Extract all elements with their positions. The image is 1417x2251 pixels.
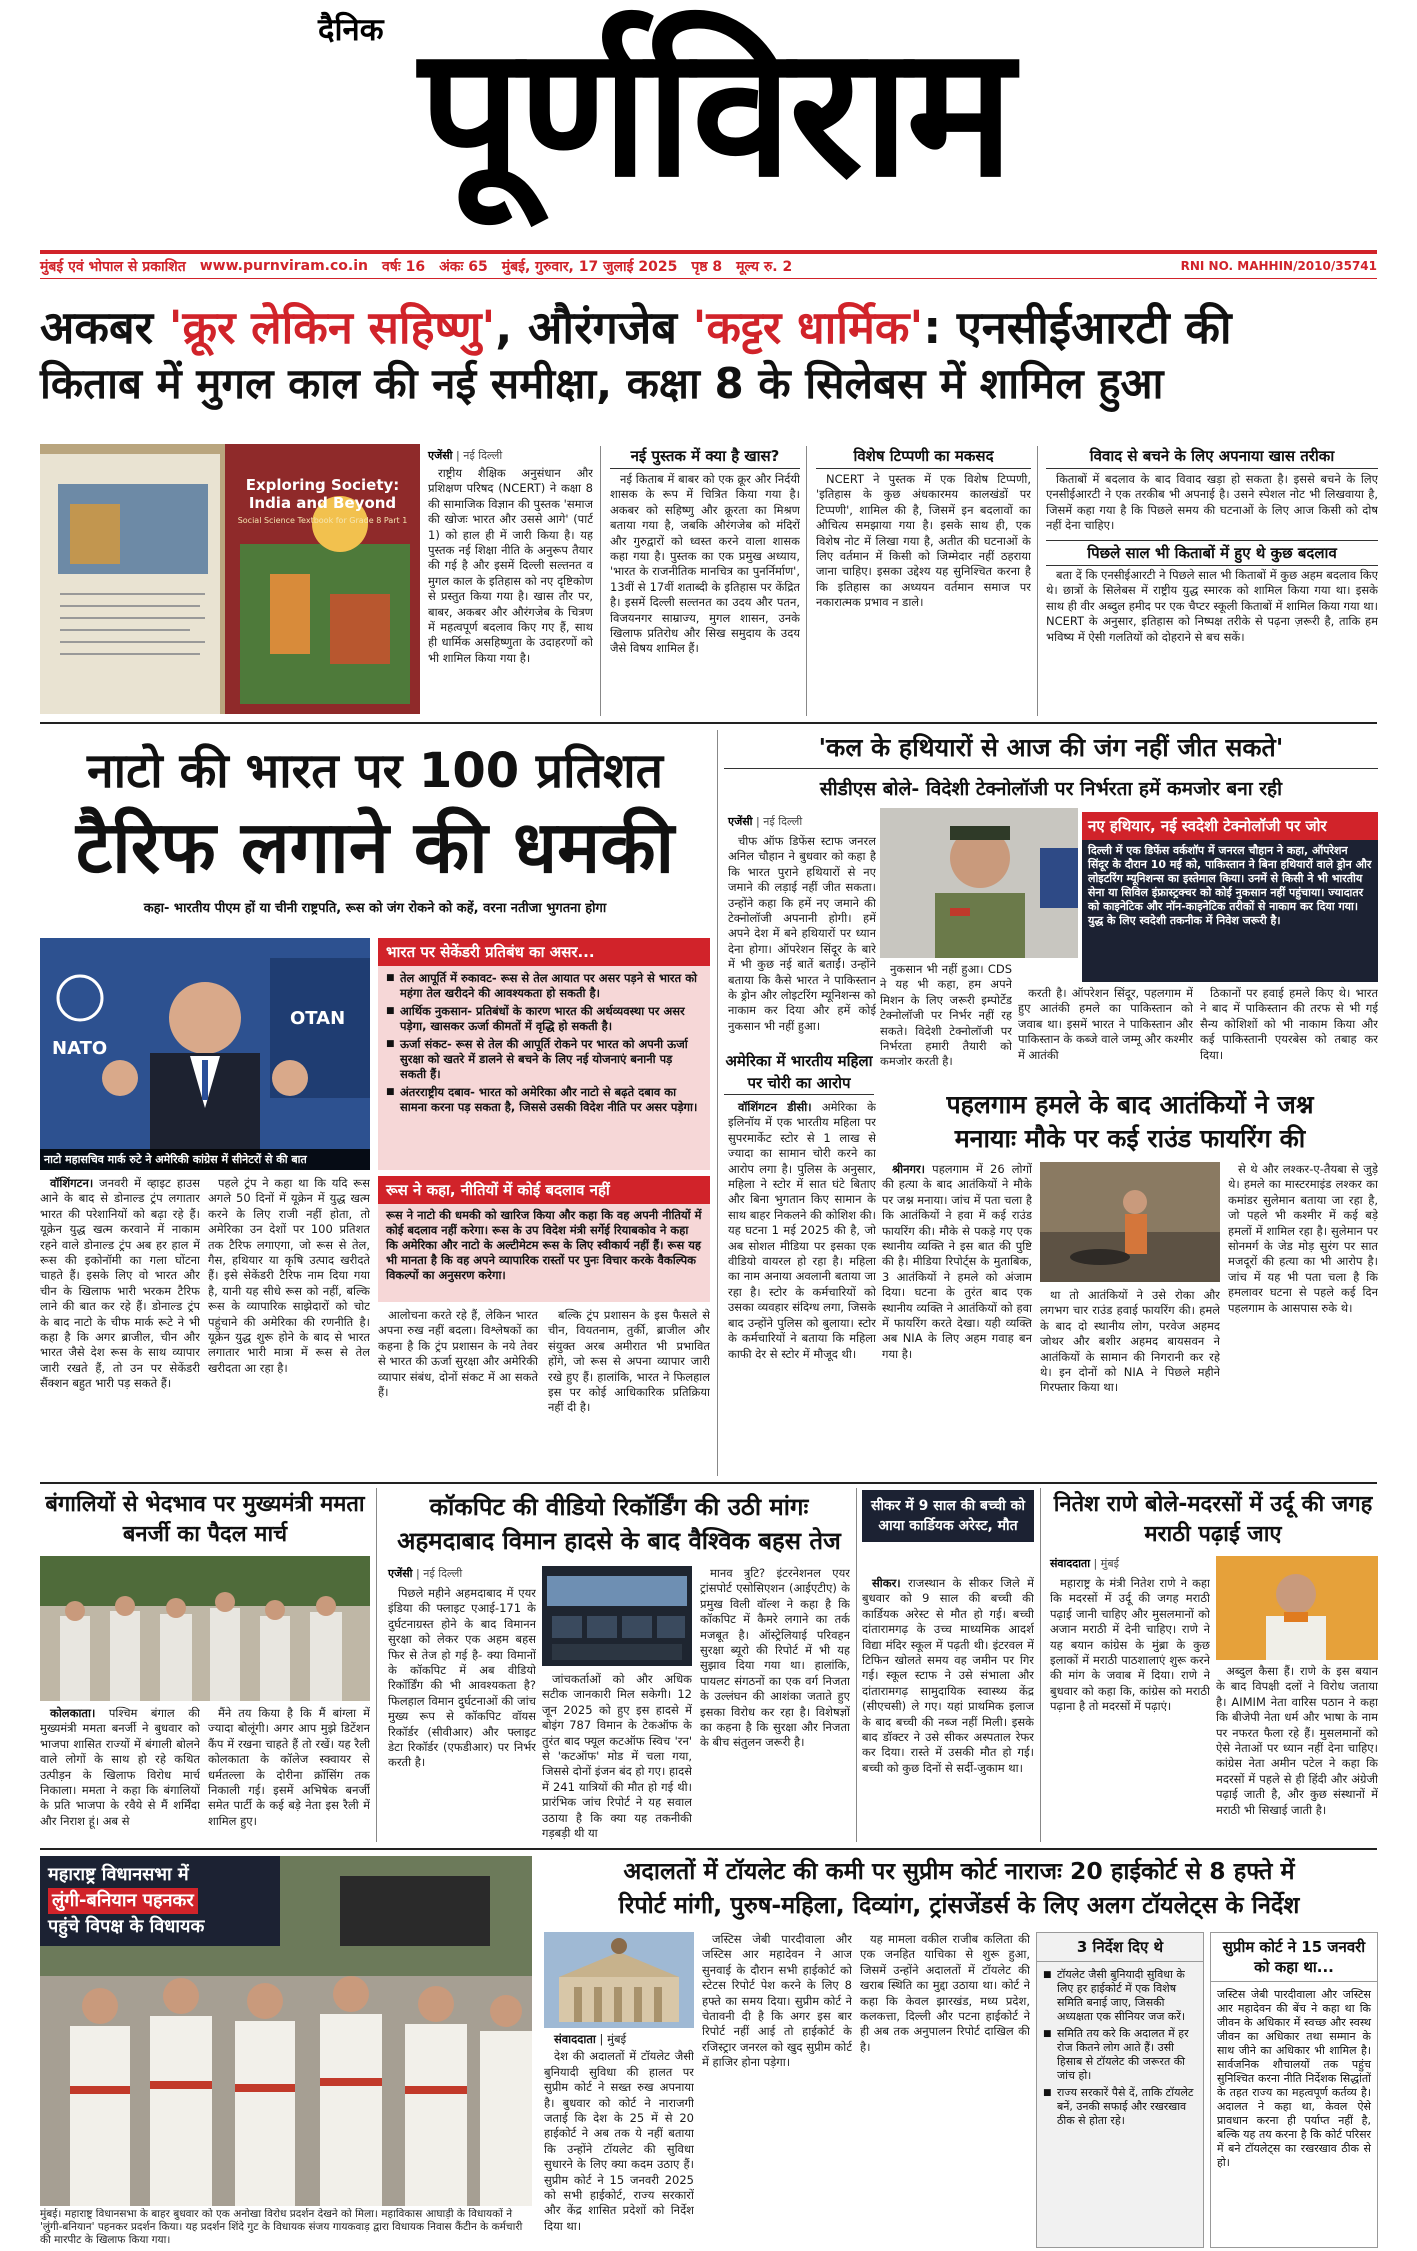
- court-direction-item: ■ टॉयलेट जैसी बुनियादी सुविधा के लिए हर हाईकोर्ट में एक विशेष समिति बनाई जाए, जिसकी अध्यक्षता एक सीनियर जज करें।: [1043, 1968, 1197, 2024]
- court-column-1: संवाददाता | मुंबई देश की अदालतों में टॉयलेट जैसी बुनियादी सुविधा की हालत पर सुप्रीम कोर्ट ने सख्त रुख अपनाया है। बुधवार को कोर्ट ने नाराजगी जताई कि देश के 25 में से 20 हाईकोर्ट ने अब तक ये नहीं बताया कि उन्होंने टॉयलेट की सुविधा सुधारने के लिए क्या कदम उठाए हैं। सुप्रीम कोर्ट ने 15 जनवरी 2025 को सभी हाईकोर्ट, राज्य सरकारों और केंद्र शासित प्रदेशों को निर्देश दिया था।: [544, 2032, 694, 2233]
- dateline: मुंबई, गुरुवार, 17 जुलाई 2025: [501, 258, 678, 275]
- russia-box-text: रूस ने नाटो की धमकी को खारिज किया और कहा कि वह अपनी नीतियों में कोई बदलाव नहीं करेगा। रूस के उप विदेश मंत्री सर्गेई रियाबकोव ने कहा कि अमेरिका और नाटो के अल्टीमेटम रूस के लिए स्वीकार्य नहीं हैं। रूस यह भी मानता है कि वह अपने व्यापारिक रास्तों पर पुनः विचार करके वैकल्पिक विकल्पों का अनुसरण करेगा।: [386, 1208, 702, 1282]
- cockpit-column-1: पिछले महीने अहमदाबाद में एयर इंडिया की फ्लाइट एआई-171 के दुर्घटनाग्रस्त होने के बाद विमानन सुरक्षा को लेकर एक अहम बहस फिर से तेज हो गई है- क्या विमानों के कॉकपिट में अब वीडियो रिकॉर्डिंग की भी आवश्यकता है? फिलहाल विमान दुर्घटनाओं की जांच मुख्य रूप से कॉकपिट वॉयस रिकॉर्डर (सीवीआर) और फ्लाइट डेटा रिकॉर्डर (एफडीआर) पर निर्भर करती है।: [388, 1586, 536, 1770]
- russia-box-title: रूस ने कहा, नीतियों में कोई बदलाव नहीं: [378, 1176, 710, 1204]
- sanctions-box-title: भारत पर सेकेंडरी प्रतिबंध का असर...: [378, 938, 710, 966]
- vidhansabha-caption: मुंबई। महाराष्ट्र विधानसभा के बाहर बुधवार को एक अनोखा विरोध प्रदर्शन देखने को मिला। महाविकास आघाड़ी के विधायकों ने 'लुंगी-बनियान' पहनकर प्रदर्शन किया। यह प्रदर्शन शिंदे गुट के विधायक संजय गायकवाड़ द्वारा विधायक निवास कैंटीन के कर्मचारी की मारपीट के खिलाफ किया गया।: [40, 2208, 523, 2246]
- nato-headline-line1: नाटो की भारत पर 100 प्रतिशत: [87, 743, 663, 799]
- sanctions-item: ■ तेल आपूर्ति में रुकावट- रूस से तेल आयात पर असर पड़ने से भारत को महंगा तेल खरीदने की आवश्यकता हो सकती है।: [386, 971, 702, 1001]
- nato-column-1: वॉशिंगटन। जनवरी में व्हाइट हाउस आने के बाद से डोनाल्ड ट्रंप लगातार भारत की परेशानियों को बढ़ा रहे हैं। यूक्रेन युद्ध खत्म करवाने में नाकाम रहने वाले डोनाल्ड ट्रंप अब हर हाल में रूस की इकोनॉमी का गला घोंटना चाहते हैं। इसके लिए वो भारत और चीन के खिलाफ भारी भरकम टैरिफ लाने की बात कर रहे हैं। डोनाल्ड ट्रंप के बाद नाटो के चीफ मार्क रूटे ने भी कहा है कि अगर ब्राजील, चीन और भारत जैसे देश रूस के साथ व्यापार जारी रखते हैं, तो उन पर सेकेंडरी सैंक्शन बहुत भारी पड़ सकते हैं।: [40, 1176, 200, 1391]
- pahalgam-column-1: श्रीनगर। पहलगाम में 26 लोगों की हत्या के बाद आतंकियों ने मौके पर जश्न मनाया। जांच में पता चला है कि आतंकियों ने हवा में कई राउंड फायरिंग की। मौके से पकड़े गए एक स्थानीय व्यक्ति ने इस बात की पुष्टि की है। मीडिया रिपोर्ट्स के मुताबिक, 3 आतंकियों ने हमले को अंजाम दिया। घटना के तुरंत बाद एक स्थानीय व्यक्ति ने आतंकियों को हवा में फायरिंग करते देखा। यही व्यक्ति अब NIA के लिए अहम गवाह बन गया है।: [882, 1162, 1032, 1361]
- rni-number: RNI NO. MAHHIN/2010/35741: [1180, 259, 1377, 273]
- mamata-column-1: कोलकाता। पश्चिम बंगाल की मुख्यमंत्री ममता बनर्जी ने बुधवार को भाजपा शासित राज्यों में बंगाली बोलने वाले लोगों के साथ हो रहे कथित उत्पीड़न के खिलाफ विरोध मार्च निकाला। ममता ने कहा कि बंगालियों के प्रति भाजपा के रवैये से मैं शर्मिंदा और निराश हूं। अब से: [40, 1706, 200, 1828]
- america-column: वॉशिंगटन डीसी। अमेरिका के इलिनॉय में एक भारतीय महिला पर सुपरमार्केट स्टोर से 1 लाख से ज्यादा का सामान चोरी करने का आरोप लगा है। पुलिस के अनुसार, महिला ने स्टोर में सात घंटे बिताए और बिना भुगतान किए सामान के साथ बाहर निकलने की कोशिश की। यह घटना 1 मई 2025 की है, जो अब सोशल मीडिया पर इसका एक वीडियो वायरल हो रहा है। महिला का नाम अनाया अवलानी बताया जा रहा है। स्टोर के कर्मचारियों को उसका व्यवहार संदिग्ध लगा, जिसके बाद उन्होंने पुलिस को बुलाया। स्टोर के कर्मचारियों ने बताया कि महिला काफी देर से स्टोर में मौजूद थी।: [728, 1100, 876, 1361]
- cds-byline: एजेंसी | नई दिल्ली: [728, 815, 803, 828]
- sanctions-item: ■ अंतरराष्ट्रीय दबाव- भारत को अमेरिका और नाटो से बढ़ते दबाव का सामना करना पड़ सकता है, जिससे उसकी विदेश नीति पर असर पड़ेगा।: [386, 1085, 702, 1115]
- court-photo: [544, 1932, 694, 2028]
- book-subtitle: Social Science Textbook for Grade 8 Part 1: [237, 516, 408, 525]
- sanctions-item: ■ आर्थिक नुकसान- प्रतिबंधों के कारण भारत की अर्थव्यवस्था पर असर पड़ेगा, खासकर ऊर्जा कीमतों में वृद्धि हो सकती है।: [386, 1004, 702, 1034]
- lead-byline: एजेंसी | नई दिल्ली: [428, 449, 503, 462]
- cds-box-text: दिल्ली में एक डिफेंस वर्कशॉप में जनरल चौहान ने कहा, ऑपरेशन सिंदूर के दौरान 10 मई को, पाकिस्तान ने बिना हथियारों वाले ड्रोन और लोइटरिंग म्यूनिशन्स का इस्तेमाल किया। उनमें से किसी ने भी भारतीय सेना या सिविल इंफ्रास्ट्रक्चर को कोई नुकसान नहीं पहुंचाया। ज्यादातर को काइनेटिक और नॉन-काइनेटिक तरीकों से नाकाम कर दिया गया। युद्ध के लिए स्वदेशी तकनीक में निवेश जरूरी है।: [1088, 844, 1372, 927]
- lead-sub-new-book: नई पुस्तक में क्या है खास?: [610, 446, 800, 469]
- nato-sign-1: NATO: [52, 1038, 108, 1059]
- cds-column-1: चीफ ऑफ डिफेंस स्टाफ जनरल अनिल चौहान ने बुधवार को कहा है कि भारत पुराने हथियारों से नए जमाने की लड़ाई नहीं जीत सकता। उन्होंने कहा कि हमें नए जमाने की टेक्नोलॉजी अपनानी होगी। हमें अपने देश में बने हथियारों पर ध्यान देना होगा। ऑपरेशन सिंदूर के बारे में भी कुछ नई बातें बताईं। उन्होंने बताया कि कैसे भारत ने पाकिस्तान के ड्रोन और लोइटरिंग म्यूनिशन्स को नाकाम कर दिया और हमें कोई नुकसान भी नहीं हुआ।: [728, 834, 876, 1033]
- court-headline: अदालतों में टॉयलेट की कमी पर सुप्रीम कोर्ट नाराजः 20 हाईकोर्ट से 8 हफ्ते में रिपोर्ट मांगी, पुरुष-महिला, दिव्यांग, ट्रांसजेंडर्स के लिए अलग टॉयलेट्स के निर्देश: [618, 1857, 1300, 1919]
- cds-column-4: ठिकानों पर हवाई हमले किए थे। भारत ने बाद में पाकिस्तान की तरफ से भी गई सैन्य कोशिशों को भी नाकाम किया और कई पाकिस्तानी एयरबेस को तबाह कर दिया।: [1200, 986, 1378, 1062]
- sanctions-item: ■ ऊर्जा संकट- रूस से तेल की आपूर्ति रोकने पर भारत को अपनी ऊर्जा सुरक्षा को खतरे में डालने से बचने के लिए नई योजनाएं बनानी पड़ सकती हैं।: [386, 1037, 702, 1082]
- russia-box: [378, 1176, 710, 1302]
- nato-headline: [40, 740, 710, 892]
- court-january-title: सुप्रीम कोर्ट ने 15 जनवरी को कहा था...: [1211, 1933, 1377, 1982]
- pahalgam-photo: [1040, 1162, 1220, 1282]
- masthead-title: पूर्णविराम: [419, 8, 1011, 217]
- sikar-column: सीकर। राजस्थान के सीकर जिले में बुधवार को 9 साल की बच्ची की कार्डियक अरेस्ट से मौत हो गई। बच्ची दांतारामगढ़ के उच्च माध्यमिक आदर्श विद्या मंदिर स्कूल में पढ़ती थी। इंटरवल में टिफिन खोलते समय वह जमीन पर गिर गई। स्कूल स्टाफ ने उसे संभाला और दांतारामगढ़ सामुदायिक स्वास्थ्य केंद्र (सीएचसी) ले गए। यहां प्राथमिक इलाज के बाद बच्ची की नब्ज नहीं मिली। इसके बाद डॉक्टर ने उसे सीकर अस्पताल रेफर कर दिया। रास्ते में उसकी मौत हो गई। बच्ची को कुछ दिनों से सर्दी-जुकाम था।: [862, 1576, 1034, 1775]
- sanctions-box: [378, 938, 710, 1170]
- cds-general-image: [880, 808, 1078, 958]
- mamata-headline: बंगालियों से भेदभाव पर मुख्यमंत्री ममता बनर्जी का पैदल मार्च: [45, 1492, 365, 1547]
- cockpit-column-3: मानव त्रुटि? इंटरनेशनल एयर ट्रांसपोर्ट एसोसिएशन (आईएटीए) के प्रमुख विली वॉल्श ने कहा है कि कॉकपिट में कैमरे लगाने का तर्क मजबूत है। ऑस्ट्रेलियाई परिवहन सुरक्षा ब्यूरो की रिपोर्ट में भी यह सुझाव दिया गया था। हालांकि, पायलट संगठनों का एक वर्ग निजता के उल्लंघन की आशंका जताते हुए इसका विरोध कर रहा है। विशेषज्ञों का कहना है कि सुरक्षा और निजता के बीच संतुलन जरूरी है।: [700, 1566, 850, 1750]
- lead-headline: [40, 300, 1380, 412]
- nitesh-rane-image: [1216, 1556, 1378, 1660]
- nitesh-photo: [1216, 1556, 1378, 1660]
- year-number: वर्षः 16: [382, 258, 426, 275]
- nato-photo: [40, 938, 370, 1170]
- cds-box: [1082, 812, 1378, 982]
- masthead: [0, 0, 1417, 245]
- court-january-text: जस्टिस जेबी पारदीवाला और जस्टिस आर महादेवन की बेंच ने कहा था कि जीवन के अधिकार में स्वच्छ और स्वस्थ जीवन का अधिकार तथा सम्मान के साथ जीने का अधिकार भी शामिल है। सार्वजनिक शौचालयों तक पहुंच सुनिश्चित करना नीति निर्देशक सिद्धांतों के तहत राज्य का महत्वपूर्ण कर्तव्य है। अदालत ने कहा था, केवल ऐसे प्रावधान करना ही पर्याप्त नहीं है, बल्कि यह तय करना है कि कोर्ट परिसर में बने टॉयलेट्स का रखरखाव ठीक से हो।: [1217, 1988, 1371, 2169]
- book-title: Exploring Society: India and Beyond: [245, 476, 400, 512]
- lead-quote-aurangzeb: 'कट्टर धार्मिक': [692, 301, 924, 354]
- mamata-photo: [40, 1556, 370, 1701]
- nitesh-column-1: महाराष्ट्र के मंत्री नितेश राणे ने कहा कि मदरसों में उर्दू की जगह मराठी पढ़ाई जानी चाहिए और मुसलमानों को अजान मराठी में देनी चाहिए। राणे ने यह बयान कांग्रेस के मुंब्रा के कुछ इलाकों में मराठी पाठशालाएं शुरू करने की मांग के जवाब में दिया। राणे ने बुधवार को कहा कि, कांग्रेस को मराठी पढ़ाना है तो मदरसों में पढ़ाएं।: [1050, 1576, 1210, 1714]
- nitesh-byline: संवाददाता | मुंबई: [1050, 1557, 1120, 1570]
- court-directions-title: 3 निर्देश दिए थे: [1037, 1933, 1203, 1962]
- lead-sub-last-year: पिछले साल भी किताबों में हुए थे कुछ बदलाव: [1046, 540, 1378, 566]
- lead-column-4a: किताबों में बदलाव के बाद विवाद खड़ा हो सकता है। इससे बचने के लिए एनसीईआरटी ने एक तरकीब भी अपनाई है। उसने स्पेशल नोट भी लिखवाया है, जिसमें कहा गया है कि पिछले समय की घटनाओं के लिए आज किसी को दोष नहीं देना चाहिए।: [1046, 472, 1378, 533]
- america-headline: अमेरिका में भारतीय महिला पर चोरी का आरोप: [724, 1050, 874, 1095]
- lead-quote-akbar: 'क्रूर लेकिन सहिष्णु': [168, 301, 496, 354]
- nitesh-column-2: अब्दुल कैसा हैं। राणे के इस बयान के बाद विपक्षी दलों ने विरोध जताया है। AIMIM नेता वारिस पठान ने कहा कि बीजेपी नेता धर्म और भाषा के नाम पर नफरत फैला रहे हैं। मुसलमानों को ऐसे नेताओं पर ध्यान नहीं देना चाहिए। कांग्रेस नेता अमीन पटेल ने कहा कि मदरसों में पहले से ही हिंदी और अंग्रेजी पढ़ाई जाती है, और कुछ संस्थानों में मराठी भी सिखाई जाती है।: [1216, 1664, 1378, 1817]
- sikar-headline-box: [862, 1490, 1034, 1542]
- lead-column-4b: बता दें कि एनसीईआरटी ने पिछले साल भी किताबों में कुछ अहम बदलाव किए थे। छात्रों के सिलेबस में राष्ट्रीय युद्ध स्मारक को शामिल किया गया था। इसके साथ ही वीर अब्दुल हमीद पर एक चैप्टर स्कूली किताबों में शामिल किया गया था। NCERT के अनुसार, इतिहास को निष्पक्ष तरीके से पढ़ना ज़रूरी है, ताकि हम भविष्य में ऐसी गलतियों को दोहराने से बच सकें।: [1046, 568, 1378, 644]
- sikar-headline: सीकर में 9 साल की बच्ची को आया कार्डियक अरेस्ट, मौत: [870, 1498, 1026, 1534]
- court-column-2: जस्टिस जेबी पारदीवाला और जस्टिस आर महादेवन ने आज सुनवाई के दौरान सभी हाईकोर्ट को स्टेटस रिपोर्ट पेश करने के लिए 8 हफ्ते का समय दिया। सुप्रीम कोर्ट ने चेतावनी दी है कि अगर इस बार रिपोर्ट नहीं आई तो हाईकोर्ट के रजिस्ट्रार जनरल को खुद सुप्रीम कोर्ट में हाजिर होना पड़ेगा।: [702, 1932, 852, 2070]
- nato-column-4: बल्कि ट्रंप प्रशासन के इस फैसले से चीन, वियतनाम, तुर्की, ब्राजील और संयुक्त अरब अमीरात भी प्रभावित होंगे, जो रूस से अपना व्यापार जारी रखे हुए हैं। हालांकि, भारत ने फिलहाल इस पर कोई आधिकारिक प्रतिक्रिया नहीं दी है।: [548, 1308, 710, 1415]
- nato-subhead: कहा- भारतीय पीएम हों या चीनी राष्ट्रपति, रूस को जंग रोकने को कहें, वरना नतीजा भुगतना होगा: [143, 901, 607, 916]
- cockpit-headline: कॉकपिट की वीडियो रिकॉर्डिंग की उठी मांगः अहमदाबाद विमान हादसे के बाद वैश्विक बहस तेज: [397, 1493, 841, 1555]
- website-link[interactable]: www.purnviram.co.in: [199, 258, 369, 274]
- nato-column-3: आलोचना करते रहे हैं, लेकिन भारत अपना रुख नहीं बदला। विश्लेषकों का कहना है कि ट्रंप प्रशासन के नये तेवर से भारत की ऊर्जा सुरक्षा और अमेरिकी व्यापार संबंध, दोनों संकट में आ सकते हैं।: [378, 1308, 538, 1400]
- pahalgam-column-3: से थे और लश्कर-ए-तैयबा से जुड़े थे। हमले का मास्टरमाइंड लश्कर का कमांडर सुलेमान बताया जा रहा है, जो पहले भी कश्मीर में कई बड़े हमलों में शामिल रहा है। सुलेमान पर सोनमर्ग के जेड मोड़ सुरंग पर सात मजदूरों की हत्या का भी आरोप है। जांच में यह भी पता चला है कि हमलावर घटना से पहले कई दिन पहलगाम के आसपास रुके थे।: [1228, 1162, 1378, 1315]
- pahalgam-headline: पहलगाम हमले के बाद आतंकियों ने जश्न मनायाः मौके पर कई राउंड फायरिंग की: [946, 1090, 1314, 1153]
- cds-column-2: नुकसान भी नहीं हुआ। CDS ने यह भी कहा, हम अपने मिशन के लिए जरूरी इम्पोर्टेड टेक्नोलॉजी पर निर्भर नहीं रह सकते। विदेशी टेक्नोलॉजी पर निर्भरता हमारी तैयारी को कमजोर करती है।: [880, 962, 1012, 1069]
- masthead-info-bar: [40, 250, 1377, 279]
- cds-photo: [880, 808, 1078, 958]
- court-column-3: यह मामला वकील राजीब कलिता की एक जनहित याचिका से शुरू हुआ, जिसमें उन्होंने अदालतों में टॉयलेट की खराब स्थिति का मुद्दा उठाया था। कोर्ट ने कहा कि केवल झारखंड, मध्य प्रदेश, कलकत्ता, दिल्ली और पटना हाईकोर्ट ने ही अब तक अनुपालन रिपोर्ट दाखिल की है।: [860, 1932, 1030, 2054]
- lead-column-2: नई किताब में बाबर को एक क्रूर और निर्दयी शासक के रूप में चित्रित किया गया है। अकबर को सहिष्णु और क्रूरता का मिश्रण बताया गया है, जबकि औरंगजेब को मंदिरों और गुरुद्वारों को ध्वस्त करने वाला शासक कहा गया है। पुस्तक का एक प्रमुख अध्याय, 'भारत के राजनीतिक मानचित्र का पुनर्निर्माण', 13वीं से 17वीं शताब्दी के इतिहास पर केंद्रित है। इसमें दिल्ली सल्तनत का उदय और पतन, विजयनगर साम्राज्य, मुगल शासन, उनके खिलाफ प्रतिरोध और सिख समुदाय के उदय जैसे विषय शामिल हैं।: [610, 472, 800, 656]
- pahalgam-scene-image: [1040, 1162, 1220, 1282]
- mamata-rally-image: [40, 1556, 370, 1701]
- issue-number: अंकः 65: [439, 258, 488, 275]
- court-directions-box: [1036, 1932, 1204, 2248]
- cockpit-photo: [542, 1566, 692, 1666]
- page-count: पृष्ठ 8: [691, 258, 723, 275]
- lead-sub-controversy: विवाद से बचने के लिए अपनाया खास तरीका: [1046, 446, 1378, 469]
- court-january-box: [1210, 1932, 1378, 2248]
- pahalgam-column-2: था तो आतंकियों ने उसे रोका और लगभग चार राउंड हवाई फायरिंग की। हमले के बाद दो स्थानीय लोग, परवेज अहमद जोथर और बशीर अहमद बायसवन ने आतंकियों के सामान की निगरानी कर रहे थे। इन दोनों को NIA ने पिछले महीने गिरफ्तार किया था।: [1040, 1288, 1220, 1395]
- lead-column-1: राष्ट्रीय शैक्षिक अनुसंधान और प्रशिक्षण परिषद (NCERT) ने कक्षा 8 की सामाजिक विज्ञान की पुस्तक 'समाज की खोजः भारत और उससे आगे' (पार्ट 1) को हाल ही में जारी किया है। यह पुस्तक नई शिक्षा नीति के अनुरूप तैयार की गई है और इसमें दिल्ली सल्तनत व मुगल काल के इतिहास को नए दृष्टिकोण से प्रस्तुत किया गया है। खास तौर पर, बाबर, अकबर और औरंगजेब के चित्रण में महत्वपूर्ण बदलाव किए गए हैं, साथ ही धार्मिक असहिष्णुता के उदाहरणों को भी शामिल किया गया है।: [428, 466, 593, 665]
- cds-column-3: करती है। ऑपरेशन सिंदूर, पहलगाम में हुए आतंकी हमले का पाकिस्तान को जवाब था। इसमें भारत ने पाकिस्तान और पाकिस्तान के कब्जे वाले जम्मू और कश्मीर में आतंकी: [1018, 986, 1193, 1062]
- nato-dateline: वॉशिंगटन।: [50, 1176, 94, 1190]
- vidhansabha-photo: [40, 1856, 532, 2206]
- published-from: मुंबई एवं भोपाल से प्रकाशित: [40, 258, 186, 275]
- nitesh-headline: नितेश राणे बोले-मदरसों में उर्दू की जगह मराठी पढ़ाई जाए: [1053, 1492, 1373, 1547]
- lead-sub-special-note: विशेष टिप्पणी का मकसद: [816, 446, 1031, 469]
- cockpit-image: [542, 1566, 692, 1666]
- cds-box-title: नए हथियार, नई स्वदेशी टेक्नोलॉजी पर जोर: [1082, 812, 1378, 840]
- price: मूल्य रु. 2: [736, 258, 793, 275]
- nato-headline-line2: टैरिफ लगाने की धमकी: [75, 805, 675, 889]
- cds-subhead: सीडीएस बोले- विदेशी टेक्नोलॉजी पर निर्भरता हमें कमजोर बना रही: [819, 778, 1283, 800]
- court-direction-item: ■ समिति तय करे कि अदालत में हर रोज कितने लोग आते हैं। उसी हिसाब से टॉयलेट की जरूरत की जांच हो।: [1043, 2027, 1197, 2083]
- sanctions-list: [378, 966, 710, 1123]
- court-directions-list: [1037, 1962, 1203, 2137]
- nato-sign-2: OTAN: [290, 1008, 346, 1029]
- nato-photo-caption: नाटो महासचिव मार्क रुटे ने अमेरिकी कांग्रेस में सीनेटरों से की बात: [40, 1149, 370, 1170]
- lead-column-3: NCERT ने पुस्तक में एक विशेष टिप्पणी, 'इतिहास के कुछ अंधकारमय कालखंडों पर टिप्पणी', शामिल की है, जिसमें इन बदलावों का औचित्य समझाया गया है। इसके साथ ही, एक विशेष नोट में लिखा गया है, अतीत की घटनाओं के लिए वर्तमान में किसी को जिम्मेदार नहीं ठहराया जाना चाहिए। इसका उद्देश्य यह सुनिश्चित करना है कि इतिहास का अध्ययन वर्तमान समाज पर नकारात्मक प्रभाव न डाले।: [816, 472, 1031, 610]
- court-direction-item: ■ राज्य सरकारें पैसे दें, ताकि टॉयलेट बनें, उनकी सफाई और रखरखाव ठीक से होता रहे।: [1043, 2086, 1197, 2128]
- masthead-prefix: दैनिक: [318, 12, 384, 48]
- ncert-book-photo: [40, 444, 420, 714]
- supreme-court-image: [544, 1932, 694, 2028]
- cockpit-column-2: जांचकर्ताओं को और अधिक सटीक जानकारी मिल सकेगी। 12 जून 2025 को हुए इस हादसे में बोइंग 787 विमान के टेकऑफ के तुरंत बाद फ्यूल कटऑफ स्विच 'रन' से 'कटऑफ' मोड में चला गया, जिससे दोनों इंजन बंद हो गए। हादसे में 241 यात्रियों की मौत हो गई थी। प्रारंभिक जांच रिपोर्ट ने यह सवाल उठाया है कि क्या यह तकनीकी गड़बड़ी थी या: [542, 1672, 692, 1841]
- lead-headline-line1: अकबर 'क्रूर लेकिन सहिष्णु', औरंगजेब 'कट्टर धार्मिक': एनसीईआरटी की: [40, 301, 1232, 354]
- lead-headline-line2: किताब में मुगल काल की नई समीक्षा, कक्षा 8 के सिलेबस में शामिल हुआ: [40, 359, 1164, 408]
- vidhansabha-label: महाराष्ट्र विधानसभा में लुंगी-बनियान पहनकर पहुंचे विपक्ष के विधायक: [40, 1856, 280, 1946]
- cds-headline: 'कल के हथियारों से आज की जंग नहीं जीत सकते': [724, 730, 1378, 769]
- mamata-column-2: मैंने तय किया है कि मैं बांग्ला में ज्यादा बोलूंगी। अगर आप मुझे डिटेंशन कैंप में रखना चाहते हैं तो रखें। यह रैली कोलकाता के कॉलेज स्क्वायर से धर्मतल्ला के दोरीना क्रॉसिंग तक निकाली गई। इसमें अभिषेक बनर्जी समेत पार्टी के कई बड़े नेता इस रैली में शामिल हुए।: [208, 1706, 370, 1828]
- cockpit-byline: एजेंसी | नई दिल्ली: [388, 1567, 463, 1580]
- nato-column-2: पहले ट्रंप ने कहा था कि यदि रूस अगले 50 दिनों में यूक्रेन में युद्ध खत्म करने के लिए राजी नहीं होता, तो अमेरिका उन देशों पर 100 प्रतिशत तक टैरिफ लगाएगा, जो रूस से तेल, गैस, हथियार या कृषि उत्पाद खरीदते हैं। इसे सेकेंडरी टैरिफ नाम दिया गया है, यानी यह सीधे रूस को नहीं, बल्कि रूस के व्यापारिक साझेदारों को चोट पहुंचाने की अमेरिका की रणनीति है। यूक्रेन युद्ध शुरू होने के बाद से भारत लगातार भारी मात्रा में रूस से तेल खरीदता आ रहा है।: [208, 1176, 370, 1375]
